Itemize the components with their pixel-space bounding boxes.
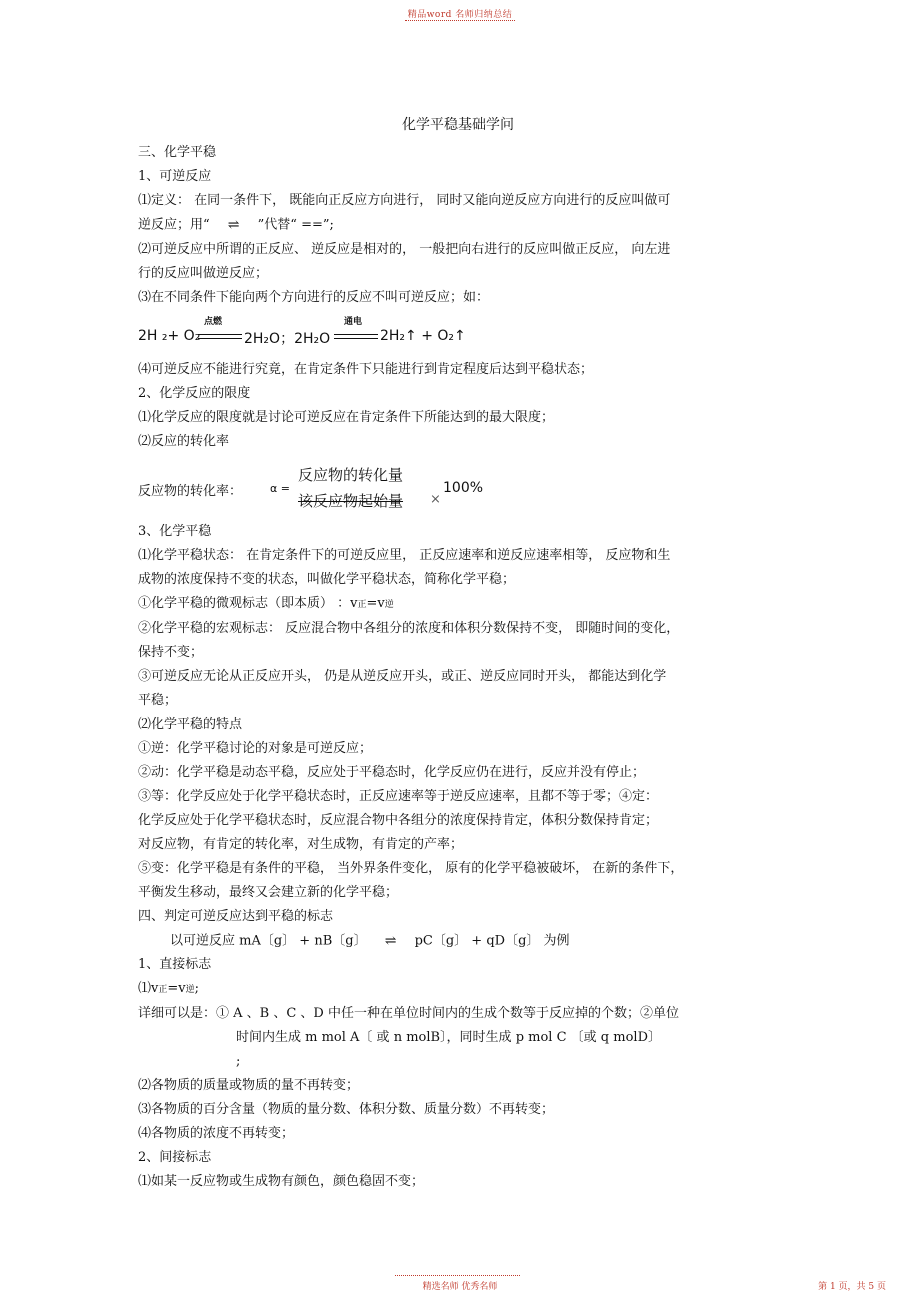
eq-part-1: 2H ₂+ O₂: [138, 327, 201, 344]
macro-sign-line-1: ②化学平稳的宏观标志： 反应混合物中各组分的浓度和体积分数保持不变， 即随时间的变化，: [138, 620, 680, 636]
section-3-heading: 三、化学平稳: [138, 145, 217, 160]
micro-text-b: =v: [366, 595, 385, 611]
feature-1: ①逆：化学平稳讨论的对象是可逆反应；: [138, 740, 373, 756]
feature-5: 对反应物，有肯定的转化率，对生成物，有肯定的产率；: [138, 836, 464, 852]
rate-denominator: 该反应物起始量: [298, 491, 404, 510]
subsection-2-heading: 2、化学反应的限度: [138, 385, 251, 401]
subsection-3-heading: 3、化学平稳: [138, 523, 212, 539]
micro-sub-forward: 正: [357, 599, 367, 610]
equilibrium-state-line-1: ⑴化学平稳状态： 在肯定条件下的可逆反应里， 正反应速率和逆反应速率相等， 反应物和生: [138, 547, 671, 563]
direct-signs-heading: 1、直接标志: [138, 957, 212, 972]
macro-sign-line-2: 保持不变；: [138, 644, 204, 660]
definition-line-1: ⑴定义： 在同一条件下， 既能向正反应方向进行， 同时又能向逆反应方向进行的反应叫做可: [138, 193, 671, 208]
eq-condition-ignite: 点燃: [204, 316, 223, 327]
footer-rule: [395, 1275, 520, 1276]
d1-text-c: ;: [194, 981, 200, 996]
d1-text-a: ⑴v: [138, 981, 159, 996]
point-4: ⑷可逆反应不能进行究竟，在肯定条件下只能进行到肯定程度后达到平稳状态；: [138, 361, 594, 377]
third-sign-line-2: 平稳；: [138, 692, 178, 708]
rate-times-icon: ×: [430, 491, 441, 507]
detail-line-1: 详细可以是：① A 、B 、C 、D 中任一种在单位时间内的生成个数等于反应掉的个数；②单位: [138, 1006, 679, 1021]
feature-6-line-2: 平衡发生移动，最终又会建立新的化学平稳；: [138, 884, 399, 900]
example-reversible-arrow-icon: ⇌: [384, 932, 397, 949]
direct-sign-3: ⑶各物质的百分含量（物质的量分数、体积分数、质量分数）不再转变；: [138, 1102, 555, 1117]
eq-double-line-1: [198, 334, 242, 339]
rate-percent: 100%: [443, 479, 484, 496]
point-2-line-2: 行的反应叫做逆反应；: [138, 265, 269, 281]
subsection-1-heading: 1、可逆反应: [138, 169, 212, 184]
point-3: ⑶在不同条件下能向两个方向进行的反应不叫可逆反应；如：: [138, 289, 490, 305]
micro-sub-reverse: 逆: [384, 599, 394, 610]
reversible-arrow-icon: ⇌: [227, 217, 240, 233]
features-heading: ⑵化学平稳的特点: [138, 716, 243, 732]
rate-label: 反应物的转化率：: [138, 483, 243, 499]
direct-sign-2: ⑵各物质的质量或物质的量不再转变；: [138, 1078, 360, 1093]
d1-sub-forward: 正: [158, 985, 168, 995]
point-2-line-1: ⑵可逆反应中所谓的正反应、 逆反应是相对的， 一般把向右进行的反应叫做正反应， 向左进: [138, 241, 671, 257]
eq-part-2: 2H₂O；2H₂O: [244, 330, 331, 347]
limit-point-2: ⑵反应的转化率: [138, 433, 230, 449]
third-sign-line-1: ③可逆反应无论从正反应开头， 仍是从逆反应开头，或正、逆反应同时开头， 都能达到化学: [138, 668, 667, 684]
detail-line-2: 时间内生成 m mol A〔 或 n molB〕，同时生成 p mol C 〔或 q molD〕: [236, 1030, 661, 1045]
example-reaction: [138, 929, 778, 954]
section-4-heading: 四、判定可逆反应达到平稳的标志: [138, 908, 334, 924]
d1-sub-reverse: 逆: [185, 985, 195, 995]
page-number: 第 1 页，共 5 页: [818, 1282, 886, 1292]
micro-sign: [138, 592, 778, 617]
eq-part-3: 2H₂↑ + O₂↑: [380, 327, 466, 344]
indirect-signs-heading: 2、间接标志: [138, 1150, 212, 1165]
feature-4: 化学反应处于化学平稳状态时，反应混合物中各组分的浓度保持肯定，体积分数保持肯定；: [138, 812, 659, 828]
page-footer-center: 精选名师 优秀名师: [422, 1282, 498, 1292]
indirect-sign-1: ⑴如某一反应物或生成物有颜色，颜色稳固不变；: [138, 1174, 425, 1189]
direct-sign-1: [138, 977, 778, 1002]
header-rule: [405, 20, 515, 21]
d1-text-b: =v: [167, 981, 186, 996]
definition-line-2: [138, 213, 778, 238]
direct-sign-4: ⑷各物质的浓度不再转变；: [138, 1126, 295, 1141]
detail-line-3: ;: [236, 1054, 241, 1069]
micro-text-a: ①化学平稳的微观标志（即本质） ：v: [138, 595, 358, 611]
rate-numerator: 反应物的转化量: [298, 465, 404, 484]
page-header: 精品word 名师归纳总结: [407, 10, 513, 20]
doc-title: 化学平稳基础学问: [402, 117, 514, 133]
def-text-b: ”代替“ ==”;: [257, 217, 334, 233]
feature-3: ③等：化学反应处于化学平稳状态时，正反应速率等于逆反应速率，且都不等于零；④定：: [138, 788, 659, 804]
feature-2: ②动：化学平稳是动态平稳，反应处于平稳态时，化学反应仍在进行，反应并没有停止；: [138, 764, 646, 780]
feature-6-line-1: ⑤变：化学平稳是有条件的平稳， 当外界条件变化， 原有的化学平稳被破坏， 在新的条件下，: [138, 860, 684, 876]
limit-point-1: ⑴化学反应的限度就是讨论可逆反应在肯定条件下所能达到的最大限度；: [138, 409, 555, 425]
example-text-a: 以可逆反应 mA〔g〕 + nB〔g〕: [170, 933, 367, 948]
eq-double-line-2: [334, 334, 378, 339]
eq-condition-electrolysis: 通电: [344, 316, 363, 327]
document-body: [138, 114, 778, 1194]
reaction-equations: [138, 314, 778, 354]
equilibrium-state-line-2: 成物的浓度保持不变的状态，叫做化学平稳状态，简称化学平稳；: [138, 571, 516, 587]
rate-alpha: α =: [270, 481, 290, 495]
example-text-b: pC〔g〕 + qD〔g〕 为例: [414, 933, 570, 948]
def-text-a: 逆反应；用“: [138, 217, 210, 233]
conversion-rate-formula: [138, 460, 778, 516]
